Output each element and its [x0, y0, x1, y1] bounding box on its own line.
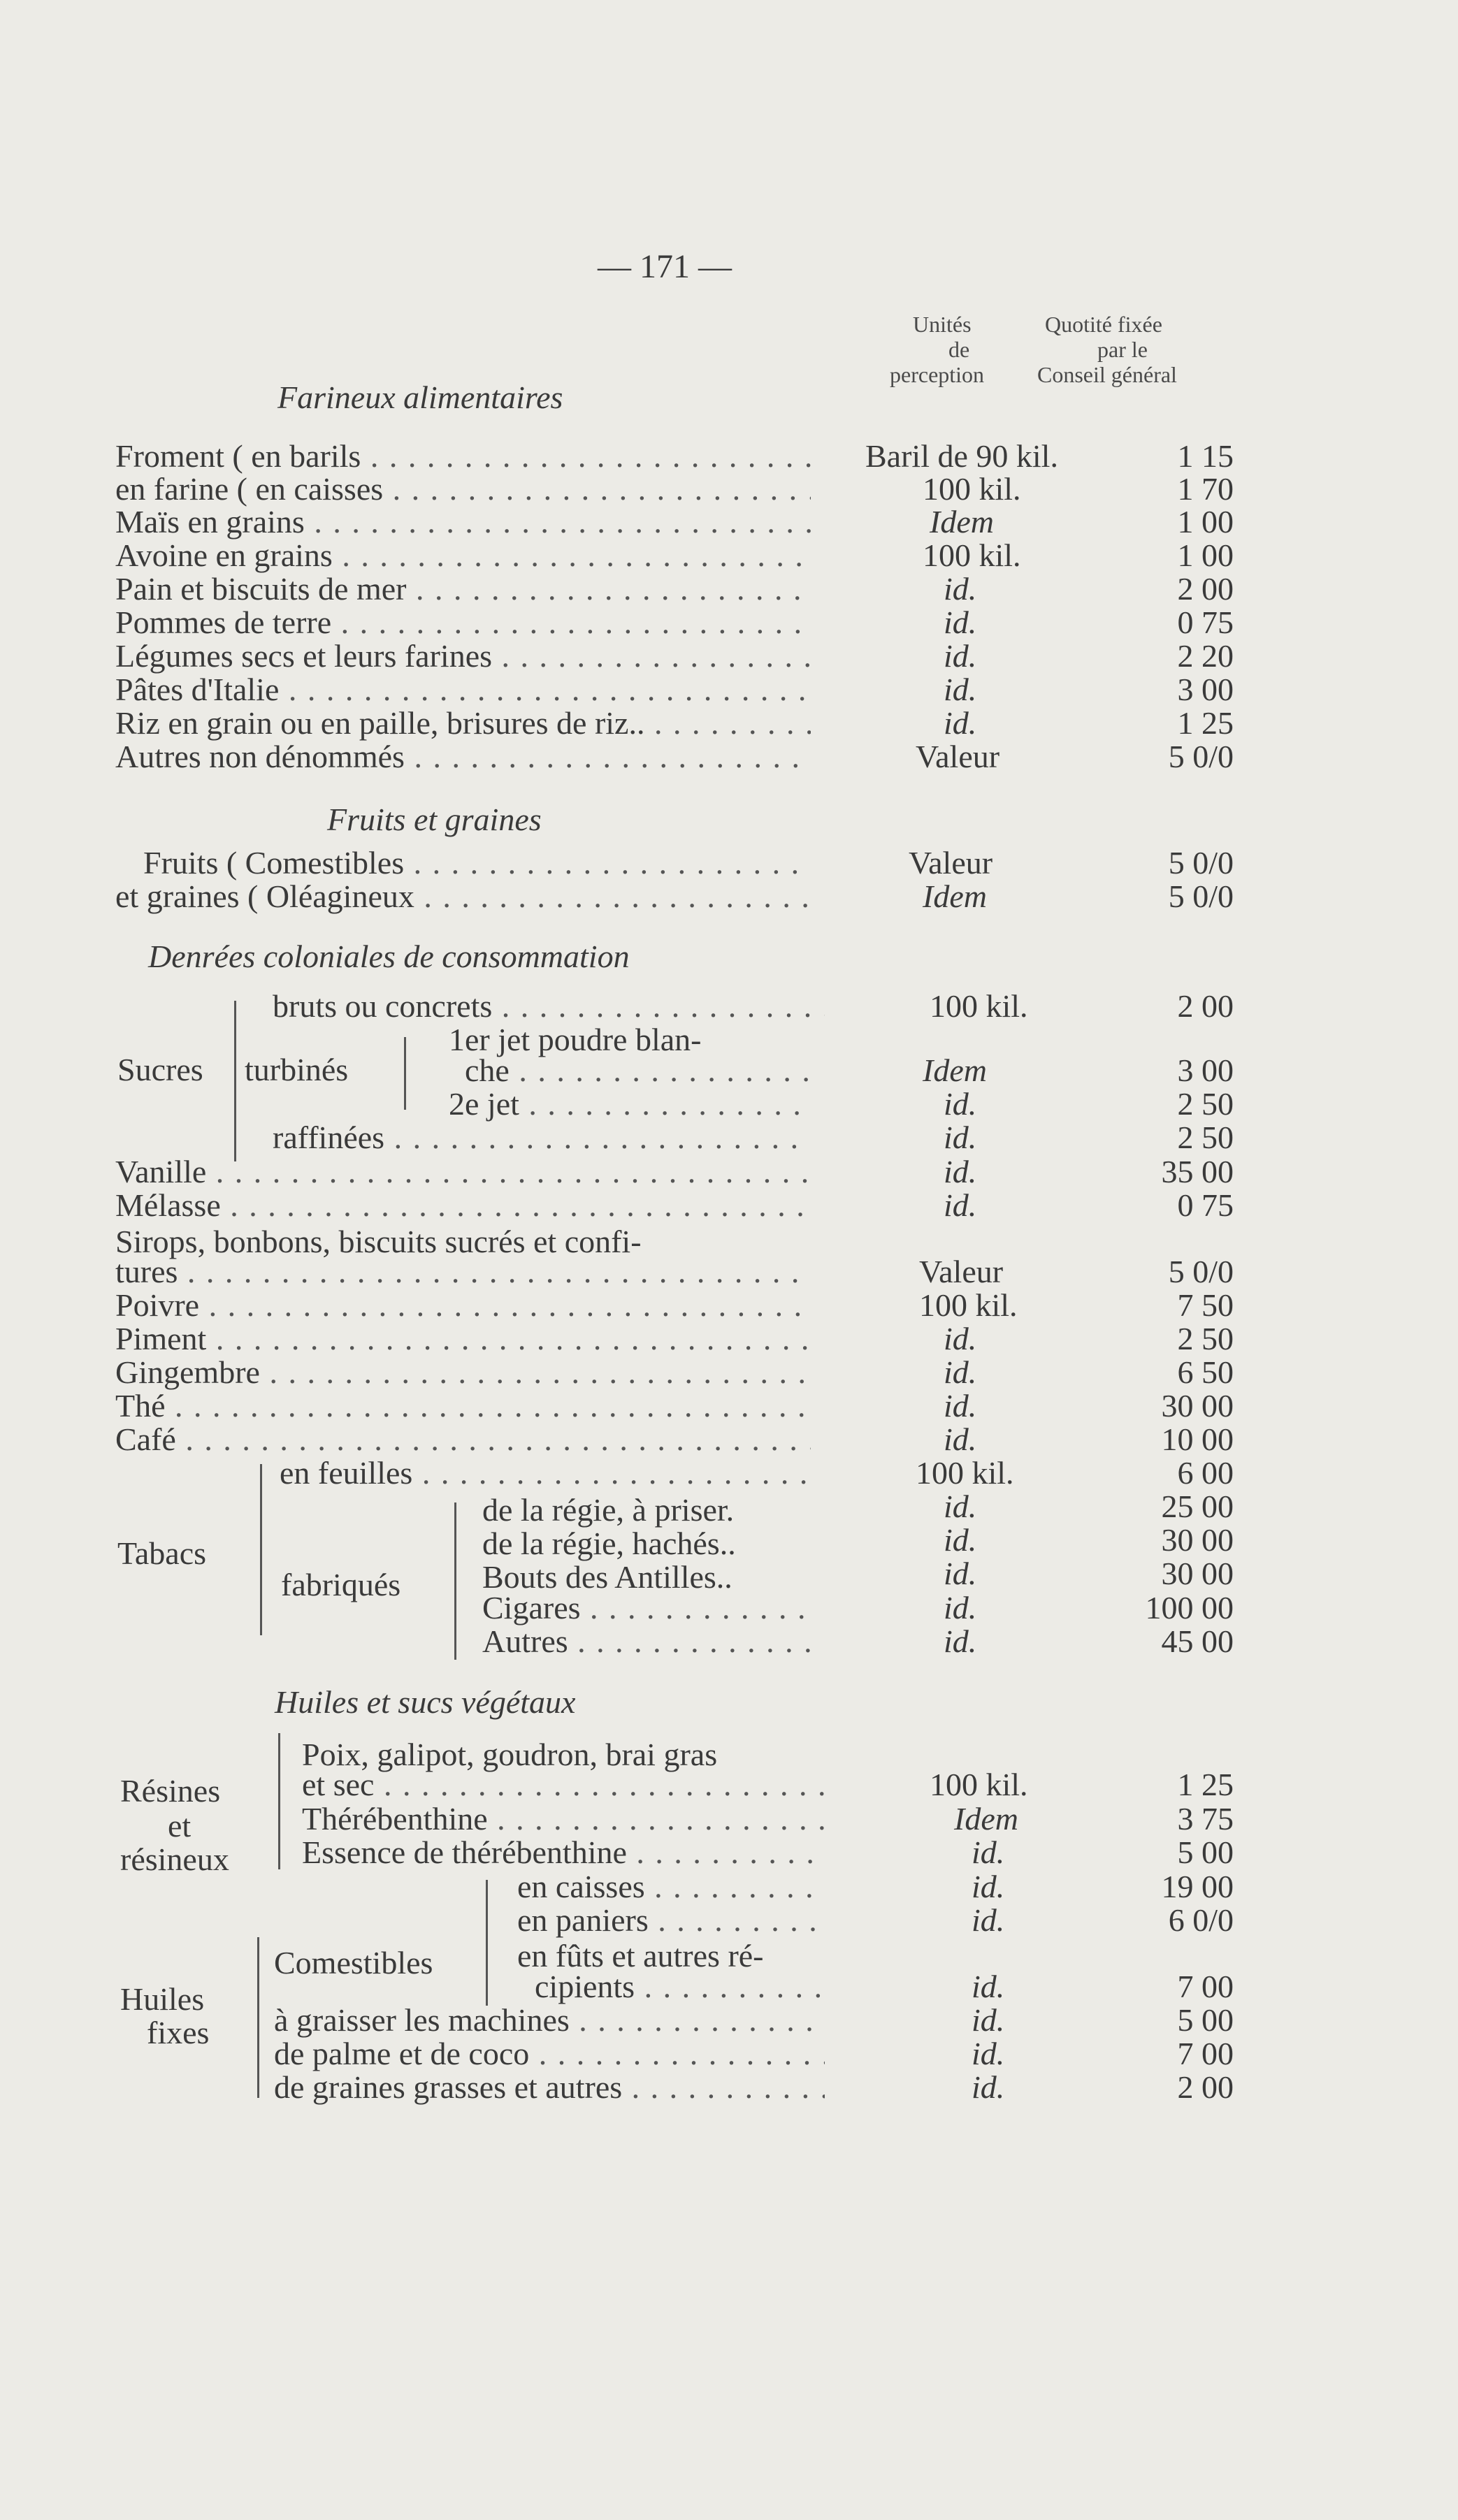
- row-rate: 7 50: [1177, 1287, 1234, 1323]
- row-unit: id.: [944, 1556, 977, 1591]
- row-label: Mélasse . . .: [115, 1188, 811, 1223]
- row-rate: 1 00: [1177, 504, 1234, 540]
- row-label: de palme et de coco . . .: [274, 2036, 825, 2071]
- brace-huiles-fixes: [257, 1937, 259, 2098]
- row-unit: id.: [944, 1522, 977, 1558]
- row-unit: id.: [944, 1354, 977, 1390]
- row-unit: id.: [944, 638, 977, 674]
- row-rate: 6 50: [1177, 1354, 1234, 1390]
- row-rate: 5 0/0: [1168, 878, 1234, 914]
- row-rate: 30 00: [1161, 1556, 1234, 1591]
- row-rate: 7 00: [1177, 2036, 1234, 2071]
- row-rate: 1 70: [1177, 471, 1234, 507]
- page-number: — 171 —: [598, 248, 732, 285]
- row-rate: 1 25: [1177, 1767, 1234, 1802]
- group-label-sucres: Sucres: [117, 1052, 203, 1087]
- brace-resines: [278, 1733, 280, 1869]
- brace-tabacs: [260, 1464, 262, 1635]
- row-unit: id.: [944, 1154, 977, 1189]
- row-rate: 2 50: [1177, 1086, 1234, 1122]
- row-label: Thérébenthine . . .: [302, 1802, 825, 1837]
- brace-sucres: [234, 1001, 236, 1161]
- row-rate: 5 00: [1177, 1834, 1234, 1870]
- row-unit: id.: [944, 604, 977, 640]
- header-units-line: Unités: [913, 312, 972, 337]
- row-rate: 3 00: [1177, 1052, 1234, 1088]
- row-label: Fruits ( Comestibles . . .: [143, 846, 811, 881]
- row-unit: 100 kil.: [930, 1767, 1028, 1802]
- row-unit: id.: [944, 1623, 977, 1659]
- row-rate: 10 00: [1161, 1421, 1234, 1457]
- row-label: Pommes de terre . . .: [115, 605, 811, 640]
- header-rate-line: Quotité fixée: [1045, 312, 1162, 337]
- row-rate: 6 00: [1177, 1455, 1234, 1491]
- row-label: tures . . .: [115, 1254, 811, 1289]
- row-unit: 100 kil.: [923, 537, 1021, 573]
- row-label: bruts ou concrets . . .: [273, 989, 825, 1024]
- header-rate-line: Conseil général: [1037, 362, 1177, 387]
- group-label-turbines: turbinés: [245, 1052, 349, 1087]
- row-label: cipients . . .: [535, 1969, 825, 2004]
- row-unit: id.: [944, 571, 977, 607]
- group-label-huiles-fixes: fixes: [147, 2015, 210, 2050]
- row-label: Pain et biscuits de mer . . .: [115, 572, 811, 607]
- row-unit: id.: [944, 1388, 977, 1424]
- brace-comestibles: [486, 1880, 488, 2006]
- section-heading-denrees: Denrées coloniales de consommation: [148, 939, 630, 974]
- group-label-tabacs: Tabacs: [117, 1535, 207, 1571]
- row-rate: 1 15: [1177, 438, 1234, 474]
- row-rate: 2 00: [1177, 2069, 1234, 2105]
- row-label: Gingembre . . .: [115, 1355, 811, 1390]
- row-label: Cigares . . .: [482, 1591, 811, 1625]
- row-label: Essence de thérébenthine . . .: [302, 1835, 825, 1870]
- row-label: Thé . . .: [115, 1389, 811, 1424]
- row-unit: id.: [944, 1086, 977, 1122]
- row-rate: 0 75: [1177, 604, 1234, 640]
- row-label: che . . .: [465, 1053, 811, 1088]
- row-label: Maïs en grains . . .: [115, 505, 811, 540]
- row-rate: 3 75: [1177, 1801, 1234, 1837]
- row-label: 1er jet poudre blan-: [449, 1022, 702, 1057]
- group-label-comestibles: Comestibles: [274, 1945, 433, 1980]
- row-label: Autres non dénommés . . .: [115, 739, 811, 774]
- row-unit: id.: [972, 2036, 1005, 2071]
- row-unit: 100 kil.: [930, 988, 1028, 1024]
- row-rate: 5 0/0: [1168, 1254, 1234, 1289]
- row-rate: 19 00: [1161, 1869, 1234, 1904]
- row-unit: id.: [944, 1187, 977, 1223]
- row-unit: id.: [972, 2002, 1005, 2038]
- row-rate: 45 00: [1161, 1623, 1234, 1659]
- row-label: Vanille . . .: [115, 1154, 811, 1189]
- row-unit: id.: [944, 1421, 977, 1457]
- row-label: de la régie, à priser.: [482, 1492, 735, 1528]
- row-label: 2e jet . . .: [449, 1087, 811, 1122]
- row-label: Bouts des Antilles..: [482, 1559, 732, 1595]
- row-rate: 5 00: [1177, 2002, 1234, 2038]
- row-unit: id.: [944, 705, 977, 741]
- row-unit: id.: [972, 1834, 1005, 1870]
- row-label: à graisser les machines . . .: [274, 2003, 825, 2038]
- group-label-huiles-fixes: Huiles: [120, 1981, 205, 2017]
- row-unit: id.: [972, 1969, 1005, 2004]
- row-unit: Baril de 90 kil.: [865, 438, 1058, 474]
- row-unit: id.: [944, 1489, 977, 1524]
- row-unit: id.: [944, 1590, 977, 1625]
- row-rate: 0 75: [1177, 1187, 1234, 1223]
- row-rate: 3 00: [1177, 672, 1234, 707]
- row-rate: 30 00: [1161, 1522, 1234, 1558]
- row-unit: id.: [972, 1869, 1005, 1904]
- row-unit: id.: [944, 1321, 977, 1356]
- row-label: en paniers . . .: [517, 1903, 825, 1938]
- row-label: en fûts et autres ré-: [517, 1938, 764, 1974]
- row-unit: Idem: [930, 504, 994, 540]
- section-heading-farineux: Farineux alimentaires: [277, 379, 563, 415]
- row-rate: 6 0/0: [1168, 1902, 1234, 1938]
- row-label: et sec . . .: [302, 1767, 825, 1802]
- row-rate: 2 50: [1177, 1321, 1234, 1356]
- row-unit: Valeur: [919, 1254, 1004, 1289]
- row-label: de graines grasses et autres . . .: [274, 2070, 825, 2105]
- group-label-resines: Résines: [120, 1773, 221, 1809]
- row-unit: Idem: [923, 878, 987, 914]
- section-heading-huiles: Huiles et sucs végétaux: [275, 1684, 576, 1720]
- row-label: Pâtes d'Italie . . .: [115, 672, 811, 707]
- row-rate: 2 00: [1177, 571, 1234, 607]
- row-label: Riz en grain ou en paille, brisures de riz.. . . .: [115, 706, 811, 741]
- row-unit: id.: [944, 672, 977, 707]
- row-label: de la régie, hachés..: [482, 1526, 736, 1561]
- row-label: Froment ( en barils . . .: [115, 439, 811, 474]
- brace-fabriques: [454, 1502, 456, 1660]
- row-label: raffinées . . .: [273, 1120, 811, 1155]
- row-rate: 25 00: [1161, 1489, 1234, 1524]
- row-rate: 100 00: [1145, 1590, 1234, 1625]
- row-rate: 2 00: [1177, 988, 1234, 1024]
- row-unit: Valeur: [916, 739, 1000, 774]
- row-unit: Valeur: [909, 845, 993, 881]
- row-label: en farine ( en caisses . . .: [115, 472, 811, 507]
- row-label: Légumes secs et leurs farines . . .: [115, 639, 811, 674]
- row-rate: 2 20: [1177, 638, 1234, 674]
- row-unit: Idem: [954, 1801, 1018, 1837]
- section-heading-fruits: Fruits et graines: [327, 802, 542, 837]
- row-rate: 1 25: [1177, 705, 1234, 741]
- row-unit: 100 kil.: [916, 1455, 1014, 1491]
- row-label: Poix, galipot, goudron, brai gras: [302, 1737, 718, 1772]
- row-label: en feuilles . . .: [280, 1456, 811, 1491]
- row-rate: 7 00: [1177, 1969, 1234, 2004]
- row-rate: 2 50: [1177, 1120, 1234, 1155]
- row-label: et graines ( Oléagineux . . .: [115, 879, 811, 914]
- row-rate: 30 00: [1161, 1388, 1234, 1424]
- row-unit: 100 kil.: [919, 1287, 1018, 1323]
- row-rate: 5 0/0: [1168, 845, 1234, 881]
- row-unit: id.: [972, 2069, 1005, 2105]
- row-rate: 1 00: [1177, 537, 1234, 573]
- row-label: Sirops, bonbons, biscuits sucrés et confi-: [115, 1224, 642, 1259]
- group-label-resines: et: [168, 1808, 192, 1844]
- group-label-fabriques: fabriqués: [281, 1567, 401, 1602]
- row-unit: 100 kil.: [923, 471, 1021, 507]
- row-label: Avoine en grains . . .: [115, 538, 811, 573]
- row-label: Piment . . .: [115, 1321, 811, 1356]
- row-unit: Idem: [923, 1052, 987, 1088]
- row-label: Autres . . .: [482, 1624, 811, 1659]
- row-rate: 35 00: [1161, 1154, 1234, 1189]
- row-label: Café . . .: [115, 1422, 811, 1457]
- header-units-line: perception: [890, 362, 985, 387]
- row-label: Poivre . . .: [115, 1288, 811, 1323]
- row-unit: id.: [944, 1120, 977, 1155]
- row-rate: 5 0/0: [1168, 739, 1234, 774]
- brace-turbines: [404, 1037, 406, 1110]
- header-units-line: de: [948, 337, 970, 362]
- row-unit: id.: [972, 1902, 1005, 1938]
- header-rate-line: par le: [1097, 337, 1148, 362]
- group-label-resines: résineux: [120, 1841, 229, 1877]
- row-label: en caisses . . .: [517, 1869, 825, 1904]
